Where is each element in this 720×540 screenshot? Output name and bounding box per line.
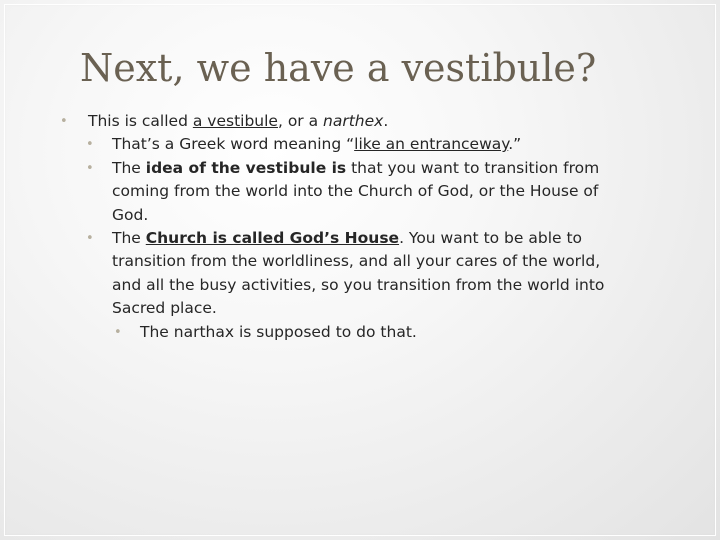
bullet-gods-house bbox=[86, 227, 620, 321]
term-entranceway: like an entranceway bbox=[354, 135, 509, 154]
bullet-vestibule bbox=[60, 110, 620, 133]
term-vestibule: a vestibule bbox=[192, 112, 278, 130]
bullet-text: The bbox=[112, 229, 146, 248]
bullet-text: The narthax is supposed to do that. bbox=[140, 322, 417, 341]
bullet-text: .” bbox=[508, 135, 522, 154]
bullet-text: , or a bbox=[277, 112, 324, 130]
bold-phrase: idea of the vestibule is bbox=[145, 158, 347, 177]
slide-title: Next, we have a vestibule? bbox=[80, 46, 597, 90]
bullet-idea bbox=[86, 157, 620, 227]
bullet-text: that you want to transition from coming from the world into the Church of God, or the House of God. bbox=[112, 158, 600, 224]
bullet-text: The bbox=[112, 158, 146, 177]
bullet-text: This is called bbox=[88, 112, 193, 130]
bullet-text: . You want to be able to transition from the worldliness, and all your cares of the world, and all the busy activities, so you transition from the world into Sacred place. bbox=[112, 229, 605, 318]
bullet-greek-word bbox=[86, 133, 620, 156]
term-gods-house: Church is called God’s House bbox=[145, 229, 400, 248]
slide-body bbox=[60, 110, 620, 344]
bullet-narthax bbox=[114, 321, 620, 344]
bullet-text: . bbox=[383, 112, 389, 130]
bullet-text: That’s a Greek word meaning “ bbox=[112, 135, 355, 154]
term-narthex: narthex bbox=[323, 112, 384, 130]
